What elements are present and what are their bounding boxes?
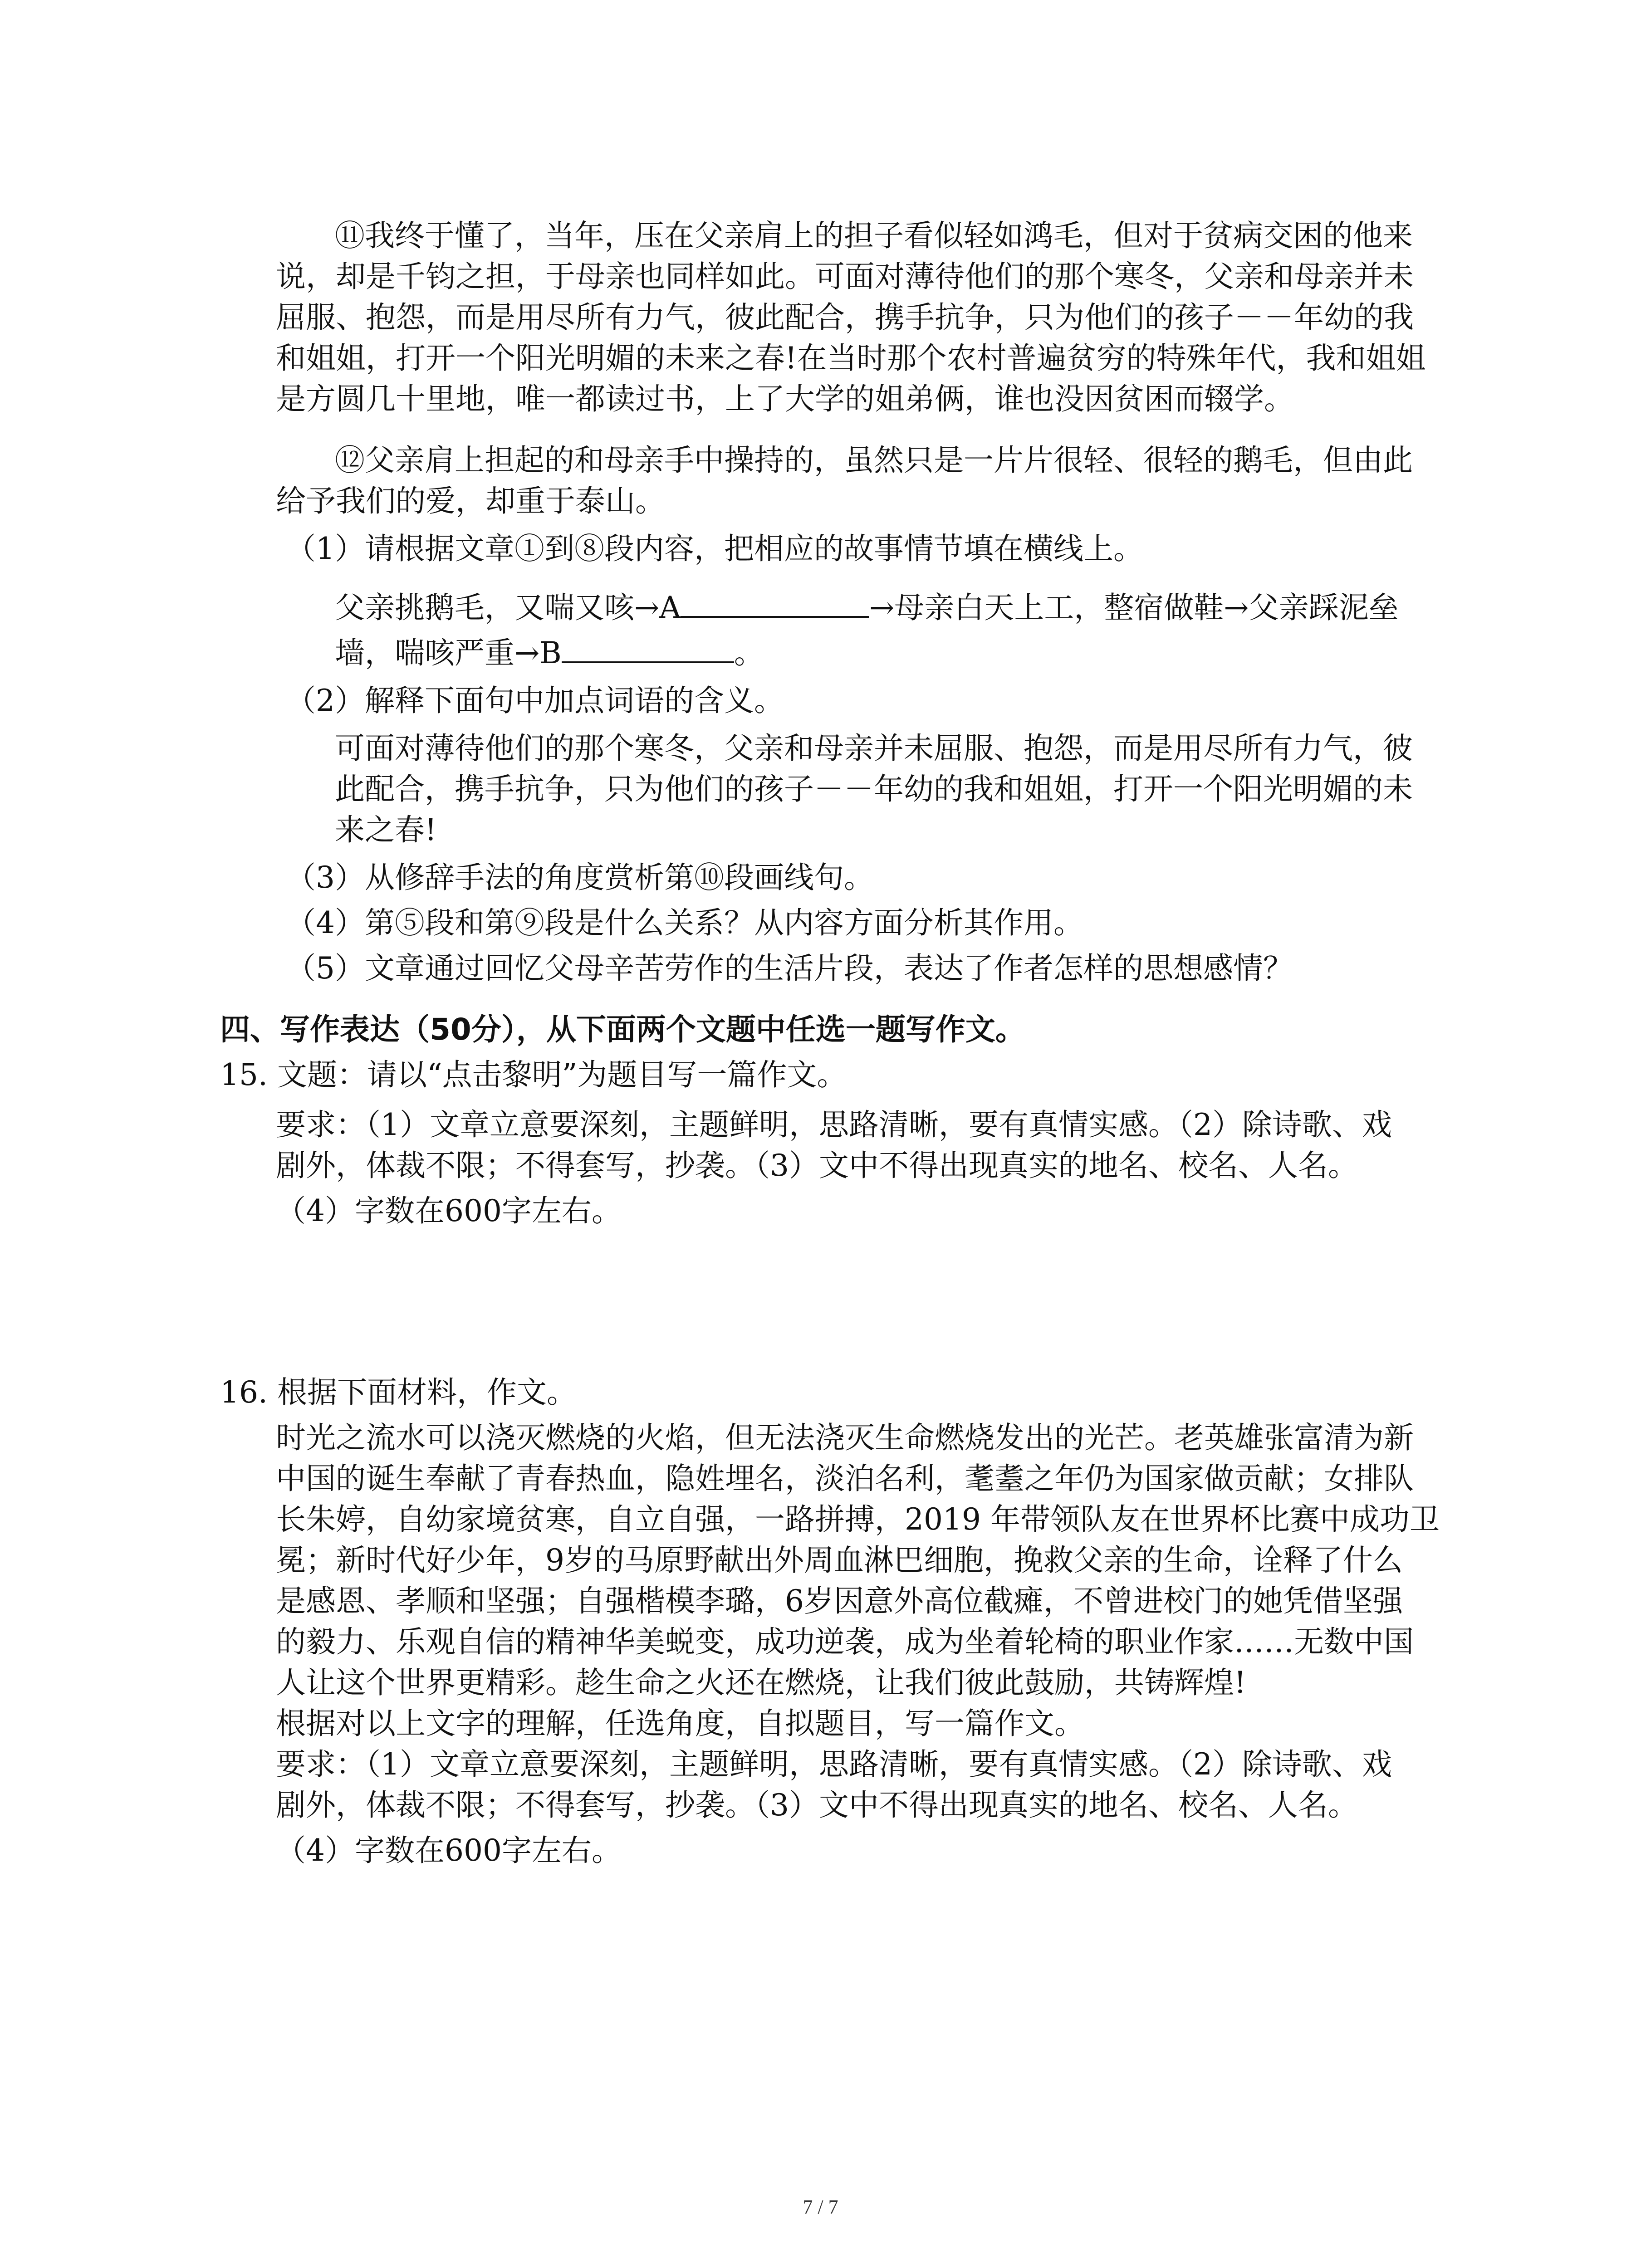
question-16-title: 16. 根据下面材料，作文。 <box>220 1375 577 1410</box>
paragraph-12-line: 给予我们的爱，却重于泰山。 <box>276 484 665 518</box>
answer-blank-a[interactable] <box>681 591 869 618</box>
paragraph-11-line: ⑪我终于懂了，当年，压在父亲肩上的担子看似轻如鸿毛，但对于贫病交困的他来 <box>335 218 1413 253</box>
question-16-material-line: 长朱婷，自幼家境贫寒，自立自强，一路拼搏，2019 年带领队友在世界杯比赛中成功卫 <box>276 1502 1440 1537</box>
paragraph-11-line: 是方圆几十里地，唯一都读过书，上了大学的姐弟俩，谁也没因贫困而辍学。 <box>276 381 1294 416</box>
question-16-material-line: 是感恩、孝顺和坚强；自强楷模李璐，6岁因意外高位截瘫，不曾进校门的她凭借坚强 <box>276 1584 1403 1618</box>
question-16-requirement: 要求：（1）文章立意要深刻，主题鲜明，思路清晰，要有真情实感。（2）除诗歌、戏 <box>276 1747 1392 1782</box>
question-1-text: 。 <box>734 635 764 670</box>
question-2-quote-line: 来之春! <box>335 812 437 847</box>
question-16-material-line: 人让这个世界更精彩。趁生命之火还在燃烧，让我们彼此鼓励，共铸辉煌! <box>276 1665 1246 1700</box>
question-1-stem: （1）请根据文章①到⑧段内容，把相应的故事情节填在横线上。 <box>286 531 1143 566</box>
paragraph-11-line: 说，却是千钧之担，于母亲也同样如此。可面对薄待他们的那个寒冬，父亲和母亲并未 <box>276 259 1414 294</box>
paragraph-11-line: 和姐姐，打开一个阳光明媚的未来之春!在当时那个农村普遍贫穷的特殊年代，我和姐姐 <box>276 341 1426 376</box>
question-2-quote-line: 此配合，携手抗争，只为他们的孩子－－年幼的我和姐姐，打开一个阳光明媚的未 <box>335 772 1413 807</box>
paragraph-11-line: 屈服、抱怨，而是用尽所有力气，彼此配合，携手抗争，只为他们的孩子－－年幼的我 <box>276 300 1414 335</box>
question-1-line-1 <box>335 590 1399 626</box>
question-16-material-line: 冕；新时代好少年，9岁的马原野献出外周血淋巴细胞，挽救父亲的生命，诠释了什么 <box>276 1543 1403 1578</box>
page-number: 7 / 7 <box>803 2196 838 2218</box>
question-16-requirement: （4）字数在600字左右。 <box>276 1833 622 1868</box>
paragraph-12-line: ⑫父亲肩上担起的和母亲手中操持的，虽然只是一片片很轻、很轻的鹅毛，但由此 <box>335 443 1413 478</box>
question-4: （4）第⑤段和第⑨段是什么关系？从内容方面分析其作用。 <box>286 905 1083 940</box>
question-5: （5）文章通过回忆父母辛苦劳作的生活片段，表达了作者怎样的思想感情？ <box>286 951 1293 986</box>
question-16-material-line: 的毅力、乐观自信的精神华美蜕变，成功逆袭，成为坐着轮椅的职业作家……无数中国 <box>276 1624 1414 1659</box>
question-2-quote-line: 可面对薄待他们的那个寒冬，父亲和母亲并未屈服、抱怨，而是用尽所有力气，彼 <box>335 731 1413 766</box>
question-16-requirement: 剧外，体裁不限；不得套写，抄袭。（3）文中不得出现真实的地名、校名、人名。 <box>276 1788 1358 1823</box>
question-16-material-line: 根据对以上文字的理解，任选角度，自拟题目，写一篇作文。 <box>276 1706 1084 1741</box>
question-16-material-line: 时光之流水可以浇灭燃烧的火焰，但无法浇灭生命燃烧发出的光芒。老英雄张富清为新 <box>276 1420 1414 1455</box>
answer-blank-b[interactable] <box>562 636 734 663</box>
question-1-text: 墙，喘咳严重→B <box>335 635 562 670</box>
question-16-material-line: 中国的诞生奉献了青春热血，隐姓埋名，淡泊名利，耄耋之年仍为国家做贡献；女排队 <box>276 1461 1414 1496</box>
question-15-requirement: （4）字数在600字左右。 <box>276 1193 622 1228</box>
question-15-title: 15. 文题：请以“点击黎明”为题目写一篇作文。 <box>220 1057 847 1092</box>
question-15-requirement: 剧外，体裁不限；不得套写，抄袭。（3）文中不得出现真实的地名、校名、人名。 <box>276 1148 1358 1183</box>
question-1-text: 父亲挑鹅毛，又喘又咳→A <box>335 590 681 625</box>
question-1-line-2 <box>335 635 764 671</box>
question-2-stem: （2）解释下面句中加点词语的含义。 <box>286 683 784 718</box>
question-3: （3）从修辞手法的角度赏析第⑩段画线句。 <box>286 860 874 895</box>
question-15-requirement: 要求：（1）文章立意要深刻，主题鲜明，思路清晰，要有真情实感。（2）除诗歌、戏 <box>276 1107 1392 1142</box>
section-4-heading: 四、写作表达（50分），从下面两个文题中任选一题写作文。 <box>220 1012 1025 1047</box>
question-1-text: →母亲白天上工，整宿做鞋→父亲踩泥垒 <box>869 590 1399 625</box>
